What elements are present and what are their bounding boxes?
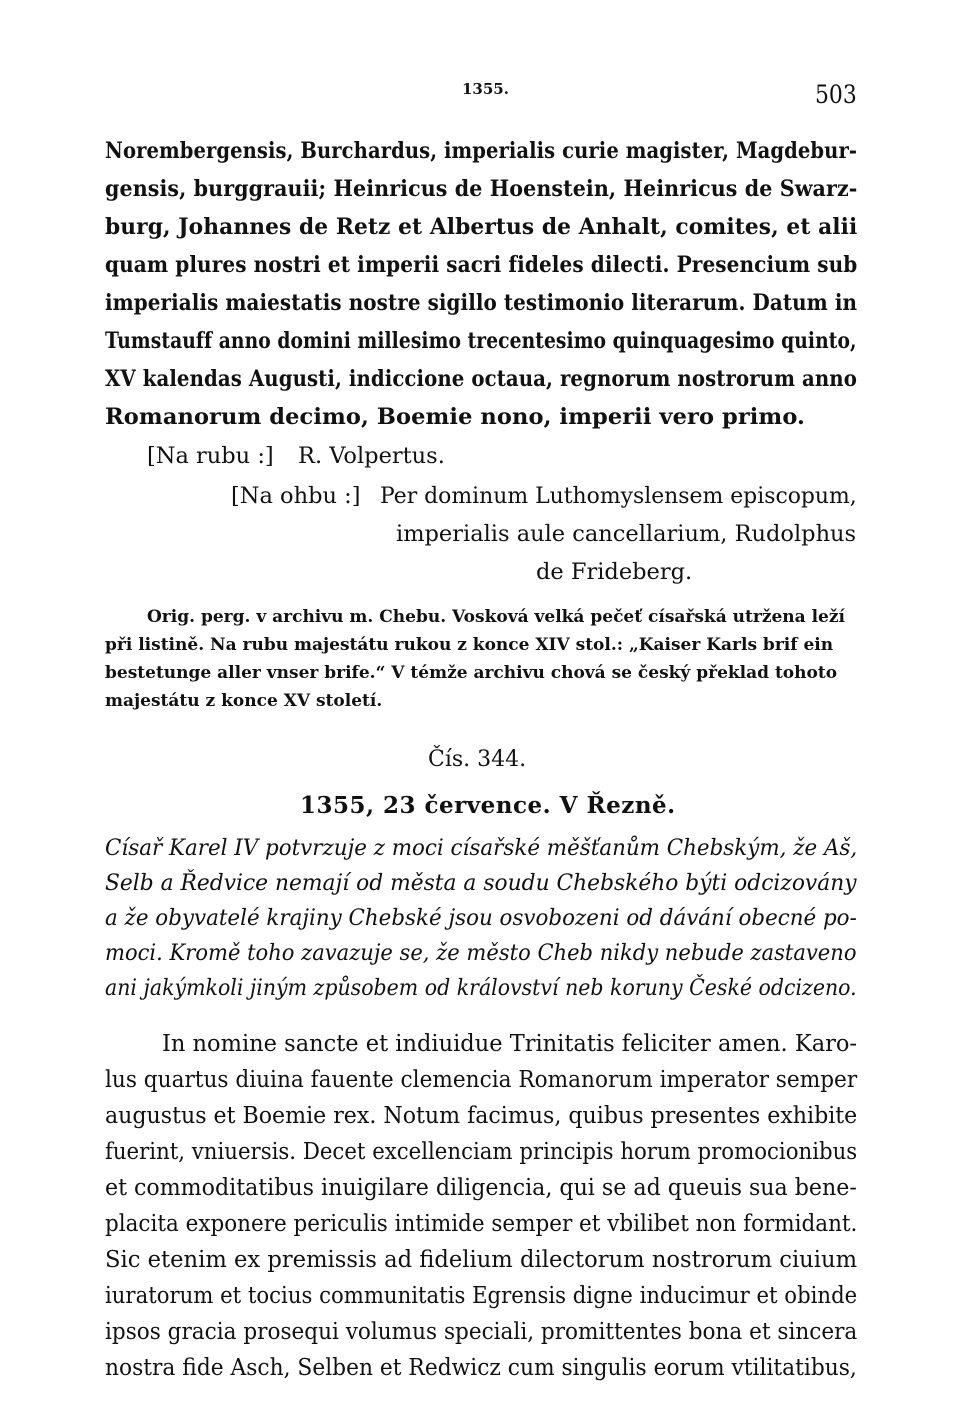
text-line: nostra fide Asch, Selben et Redwicz cum singulis eorum vtilitatibus,: [105, 1355, 857, 1381]
regest-line: moci. Kromě toho zavazuje se, že město Cheb nikdy nebude zastaveno: [105, 941, 857, 966]
text-line: augustus et Boemie rex. Notum facimus, quibus presentes exhibite: [105, 1103, 858, 1129]
regest-line: ani jakýmkoli jiným způsobem od království neb koruny České odcizeno.: [105, 976, 857, 1001]
text-line: imperialis maiestatis nostre sigillo testimonio literarum. Datum in: [105, 290, 858, 316]
ohbu-line: de Frideberg.: [536, 559, 693, 585]
ohbu-label: [Na ohbu :]: [231, 483, 361, 509]
running-head-year: 1355.: [462, 80, 509, 98]
note-line: Orig. perg. v archivu m. Chebu. Vosková velká pečeť císařská utržena leží: [147, 607, 845, 627]
page-number: 503: [815, 80, 857, 109]
text-line: quam plures nostri et imperii sacri fideles dilecti. Presencium sub: [105, 252, 858, 278]
regest-line: Císař Karel IV potvrzuje z moci císařské měšťanům Chebským, že Aš,: [105, 836, 858, 861]
rubu-text: R. Volpertus.: [298, 443, 445, 469]
text-line: burg, Johannes de Retz et Albertus de Anhalt, comites, et alii: [105, 214, 858, 240]
note-line: majestátu z konce XV století.: [105, 691, 383, 711]
text-line: Norembergensis, Burchardus, imperialis curie magister, Magdebur-: [105, 138, 858, 164]
note-line: při listině. Na rubu majestátu rukou z konce XIV stol.: „Kaiser Karls brif ein: [105, 635, 834, 655]
text-line: Tumstauff anno domini millesimo trecentesimo quinquagesimo quinto,: [105, 328, 857, 354]
text-line: lus quartus diuina fauente clemencia Romanorum imperator semper: [105, 1067, 858, 1093]
text-line: In nomine sancte et indiuidue Trinitatis feliciter amen. Karo-: [162, 1031, 858, 1057]
text-line: Romanorum decimo, Boemie nono, imperii vero primo.: [105, 404, 805, 430]
text-line: et commoditatibus inuigilare diligencia, qui se ad queuis sua bene-: [105, 1175, 857, 1201]
ohbu-line: Per dominum Luthomyslensem episcopum,: [380, 483, 857, 509]
text-line: fuerint, vniuersis. Decet excellenciam principis horum promocionibus: [105, 1139, 858, 1165]
text-line: XV kalendas Augusti, indiccione octaua, regnorum nostrorum anno: [105, 366, 857, 392]
regest-line: a že obyvatelé krajiny Chebské jsou osvobozeni od dávání obecné po-: [105, 906, 857, 931]
note-line: bestetunge aller vnser brife.“ V témže archivu chová se český překlad tohoto: [105, 663, 838, 683]
text-line: placita exponere periculis intimide semper et vbilibet non formidant.: [105, 1211, 858, 1237]
entry-date-place: 1355, 23 července. V Řezně.: [300, 792, 676, 819]
text-line: Sic etenim ex premissis ad fidelium dilectorum nostrorum ciuium: [105, 1247, 858, 1273]
entry-number: Čís. 344.: [428, 747, 527, 772]
regest-line: Selb a Ředvice nemají od města a soudu Chebského býti odcizovány: [105, 871, 857, 896]
text-line: ipsos gracia prosequi volumus speciali, promittentes bona et sincera: [105, 1319, 858, 1345]
rubu-label: [Na rubu :]: [147, 443, 274, 469]
ohbu-line: imperialis aule cancellarium, Rudolphus: [396, 521, 857, 547]
text-line: gensis, burggrauii; Heinricus de Hoenstein, Heinricus de Swarz-: [105, 176, 858, 202]
text-line: iuratorum et tocius communitatis Egrensis digne inducimur et obinde: [105, 1283, 858, 1309]
